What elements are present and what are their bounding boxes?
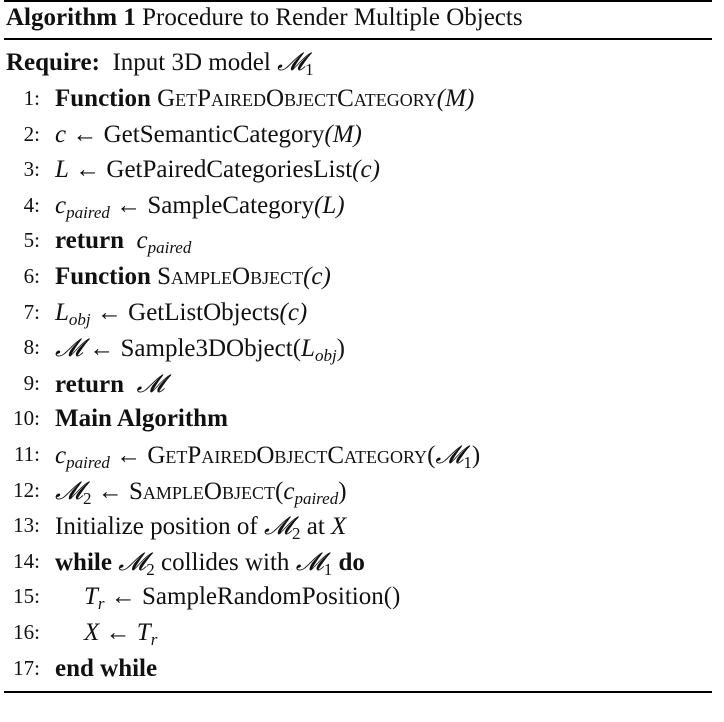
arguments: (M) [324,120,362,148]
algorithm-lines [0,81,724,686]
function-name: SampleObject [157,262,304,290]
variable: T [136,618,151,646]
algorithm-line [0,117,724,153]
assign-arrow: ← [105,618,131,646]
line-body [55,223,191,259]
line-number: 12: [13,477,40,502]
caption-label: Algorithm 1 [6,4,136,31]
assign-arrow: ← [96,298,122,326]
keyword: Main Algorithm [55,405,228,433]
variable: 𝓜 [263,511,292,541]
algorithm-line [0,508,724,544]
call-name: Sample3DObject [120,335,293,363]
line-body [55,188,345,224]
algorithm-line [0,651,724,687]
call-name: GetSemanticCategory [103,120,325,148]
line-number: 11: [13,441,40,466]
keyword: return [55,370,124,398]
require-keyword: Require: [6,49,100,76]
line-number: 2: [23,121,40,146]
require-text: Input 3D model [112,49,271,76]
line-body [55,651,157,687]
assign-arrow: ← [110,583,136,611]
lhs-variable: X [84,618,100,646]
line-body [55,117,362,153]
assign-arrow: ← [116,441,142,469]
algorithm-line [0,366,724,402]
require-line [6,45,314,79]
line-number: 8: [23,335,40,360]
call-name: GetPairedCategoriesList [106,156,353,184]
lhs-subscript: paired [66,452,110,472]
lhs-variable: c [55,120,67,148]
line-number: 9: [23,370,40,395]
lhs-variable: c [55,441,67,469]
line-body [55,401,228,437]
variable: 𝓜 [295,546,324,576]
variable: 𝓜 [136,368,165,398]
variable-subscript: paired [147,238,192,258]
line-body [55,259,331,295]
algorithm-line [0,615,724,651]
arg-close: ) [336,335,345,363]
text: collides with [160,548,290,576]
arg-variable: c [283,477,295,505]
variable-subscript: 2 [292,524,301,544]
algorithm-line [0,295,724,331]
line-number: 5: [23,228,40,253]
arguments: () [383,583,401,611]
line-number: 10: [13,406,40,431]
arg-subscript: paired [294,488,339,508]
function-name: SampleObject [129,477,275,505]
arg-close: ) [338,477,347,505]
arg-open: ( [275,477,284,505]
assign-arrow: ← [75,156,101,184]
line-number: 4: [23,192,40,217]
arg-variable: L [301,335,315,363]
text: Initialize position of [55,513,258,541]
line-number: 7: [23,299,40,324]
line-number: 16: [13,619,40,644]
algorithm-line [0,544,724,580]
line-number: 3: [23,157,40,182]
arguments: (c) [352,156,380,184]
require-model-sub: 1 [305,60,314,79]
function-name: GetPairedObjectCategory [157,85,437,112]
algorithm-line [0,401,724,437]
lhs-subscript: 2 [83,488,92,508]
line-body [55,544,365,581]
lhs-variable: T [84,583,98,611]
arg-open: ( [292,335,302,363]
keyword: Function [55,262,151,290]
bottom-rule [4,691,712,693]
line-body [55,508,346,545]
arg-open: ( [427,441,436,469]
assign-arrow: ← [116,191,142,219]
arguments: (c) [303,262,331,290]
line-number: 15: [13,584,40,609]
arg-variable: 𝓜 [435,439,464,469]
variable-subscript: 1 [323,559,333,579]
line-body [55,152,380,188]
keyword: end while [55,654,158,682]
lhs-variable: L [55,156,69,184]
variable-subscript: 2 [146,559,155,579]
algorithm-line [0,437,724,473]
arg-subscript: obj [314,346,337,366]
keyword: return [55,227,124,255]
variable: 𝓜 [118,546,147,576]
line-body [84,615,157,651]
line-number: 13: [13,513,40,538]
call-name: SampleCategory [147,191,315,219]
line-number: 17: [13,655,40,680]
assign-arrow: ← [89,335,115,363]
variable: X [331,513,347,541]
algorithm-line [0,259,724,295]
lhs-variable: L [55,298,69,326]
line-number: 6: [23,263,40,288]
arguments: (c) [279,298,308,326]
line-body [84,579,400,615]
call-name: GetListObjects [128,298,280,326]
line-body [55,437,480,474]
lhs-subscript: paired [66,202,110,222]
algorithm-line [0,330,724,366]
require-model: 𝓜 [277,47,306,76]
line-body [55,295,307,331]
algorithm-line [0,473,724,509]
line-body [55,366,165,403]
keyword: while [55,548,112,576]
line-number: 14: [13,548,40,573]
variable: c [136,227,148,255]
algorithm-line [0,223,724,259]
assign-arrow: ← [72,120,98,148]
caption-rule [4,38,712,40]
text: at [306,513,325,541]
algorithm-line [0,152,724,188]
function-name: GetPairedObjectCategory [147,441,428,469]
algorithm-caption [6,2,523,34]
lhs-variable: 𝓜 [55,333,84,363]
algorithm-line [0,188,724,224]
call-name: SampleRandomPosition [142,583,384,611]
keyword: Function [55,85,151,112]
lhs-subscript: obj [68,309,91,329]
caption-title: Procedure to Render Multiple Objects [142,4,523,31]
algorithm-line [0,579,724,615]
variable-subscript: r [150,629,158,649]
line-body [55,473,347,510]
algorithm-line [0,81,724,117]
lhs-variable: c [55,191,67,219]
lhs-variable: 𝓜 [55,475,84,505]
arg-subscript: 1 [463,452,472,472]
lhs-subscript: r [97,594,105,614]
arguments: (L) [314,191,345,219]
line-body [55,330,345,367]
line-number: 1: [23,86,40,110]
arguments: (M) [436,85,475,112]
keyword: do [338,548,365,576]
arg-close: ) [471,441,481,469]
assign-arrow: ← [97,477,123,505]
line-body [55,81,474,117]
